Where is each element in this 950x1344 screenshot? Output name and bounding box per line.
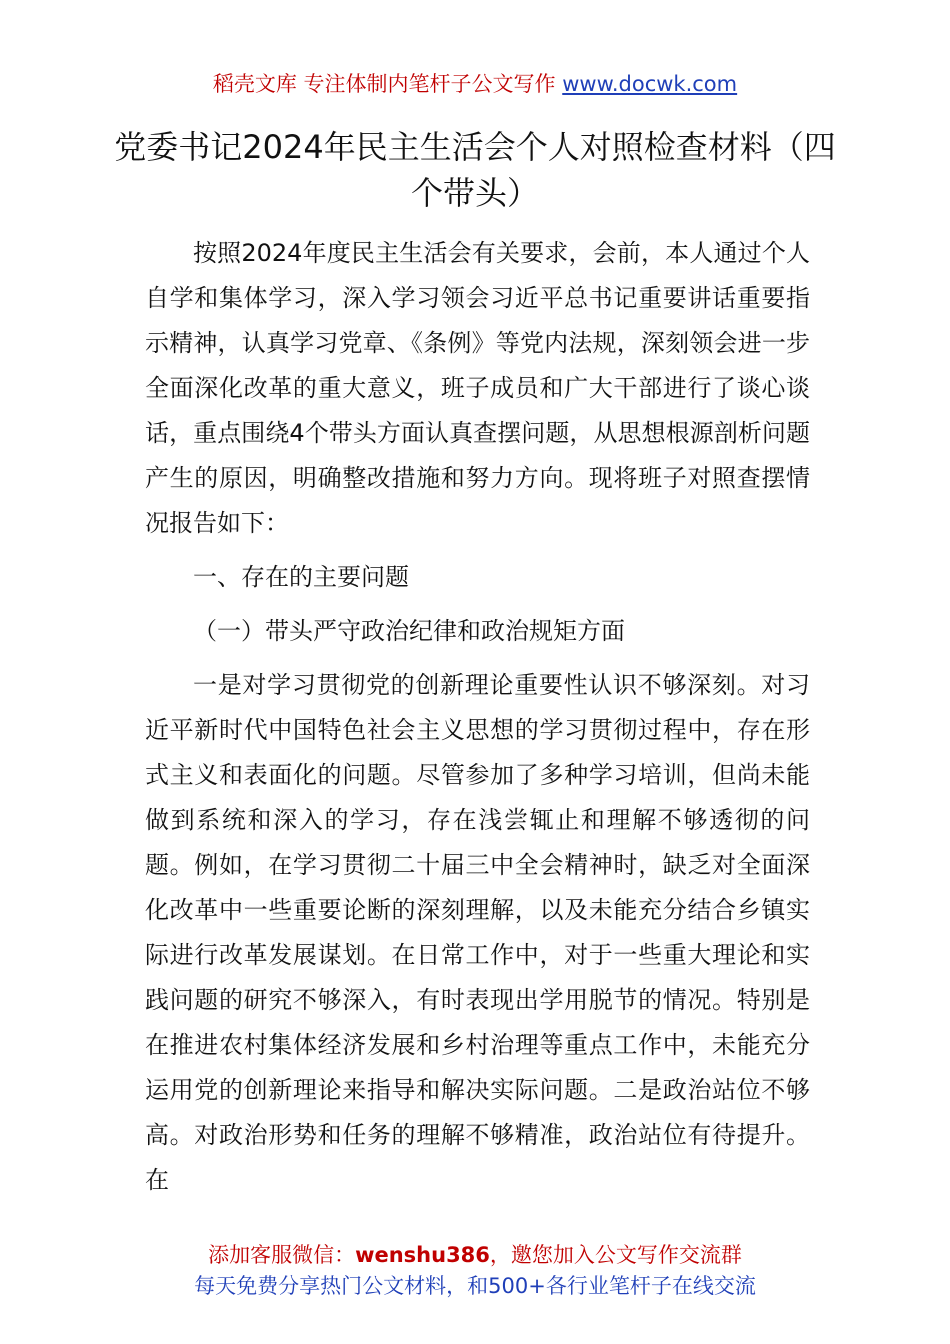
footer-wechat-prefix: 添加客服微信： (208, 1243, 356, 1267)
footer-line-2: 每天免费分享热门公文材料，和500+各行业笔杆子在线交流 (194, 1274, 756, 1298)
header-brand: 稻壳文库 专注体制内笔杆子公文写作 (212, 72, 556, 96)
header-url-link[interactable]: www.docwk.com (562, 72, 738, 96)
footer-line-1 (0, 1240, 950, 1271)
header-banner (0, 70, 950, 98)
document-title: 党委书记2024年民主生活会个人对照检查材料（四个带头） (114, 128, 836, 212)
footer-banner (0, 1240, 950, 1302)
document-body (145, 231, 810, 1203)
footer-wechat-suffix: ，邀您加入公文写作交流群 (489, 1243, 742, 1267)
intro-paragraph: 按照2024年度民主生活会有关要求，会前，本人通过个人自学和集体学习，深入学习领会习近平总书记重要讲话重要指示精神，认真学习党章、《条例》等党内法规，深刻领会进一步全面深化改革的重大意义，班子成员和广大干部进行了谈心谈话，重点围绕4个带头方面认真查摆问题，从思想根源剖析问题产生的原因，明确整改措施和努力方向。现将班子对照查摆情况报告如下： (145, 239, 810, 537)
footer-wechat-id: wenshu386 (355, 1243, 490, 1267)
subsection-heading: （一）带头严守政治纪律和政治规矩方面 (193, 617, 625, 645)
body-paragraph: 一是对学习贯彻党的创新理论重要性认识不够深刻。对习近平新时代中国特色社会主义思想的学习贯彻过程中，存在形式主义和表面化的问题。尽管参加了多种学习培训，但尚未能做到系统和深入的学习，存在浅尝辄止和理解不够透彻的问题。例如，在学习贯彻二十届三中全会精神时，缺乏对全面深化改革中一些重要论断的深刻理解，以及未能充分结合乡镇实际进行改革发展谋划。在日常工作中，对于一些重大理论和实践问题的研究不够深入，有时表现出学用脱节的情况。特别是在推进农村集体经济发展和乡村治理等重点工作中，未能充分运用党的创新理论来指导和解决实际问题。二是政治站位不够高。对政治形势和任务的理解不够精准，政治站位有待提升。在 (145, 671, 810, 1194)
section-heading: 一、存在的主要问题 (193, 563, 409, 591)
